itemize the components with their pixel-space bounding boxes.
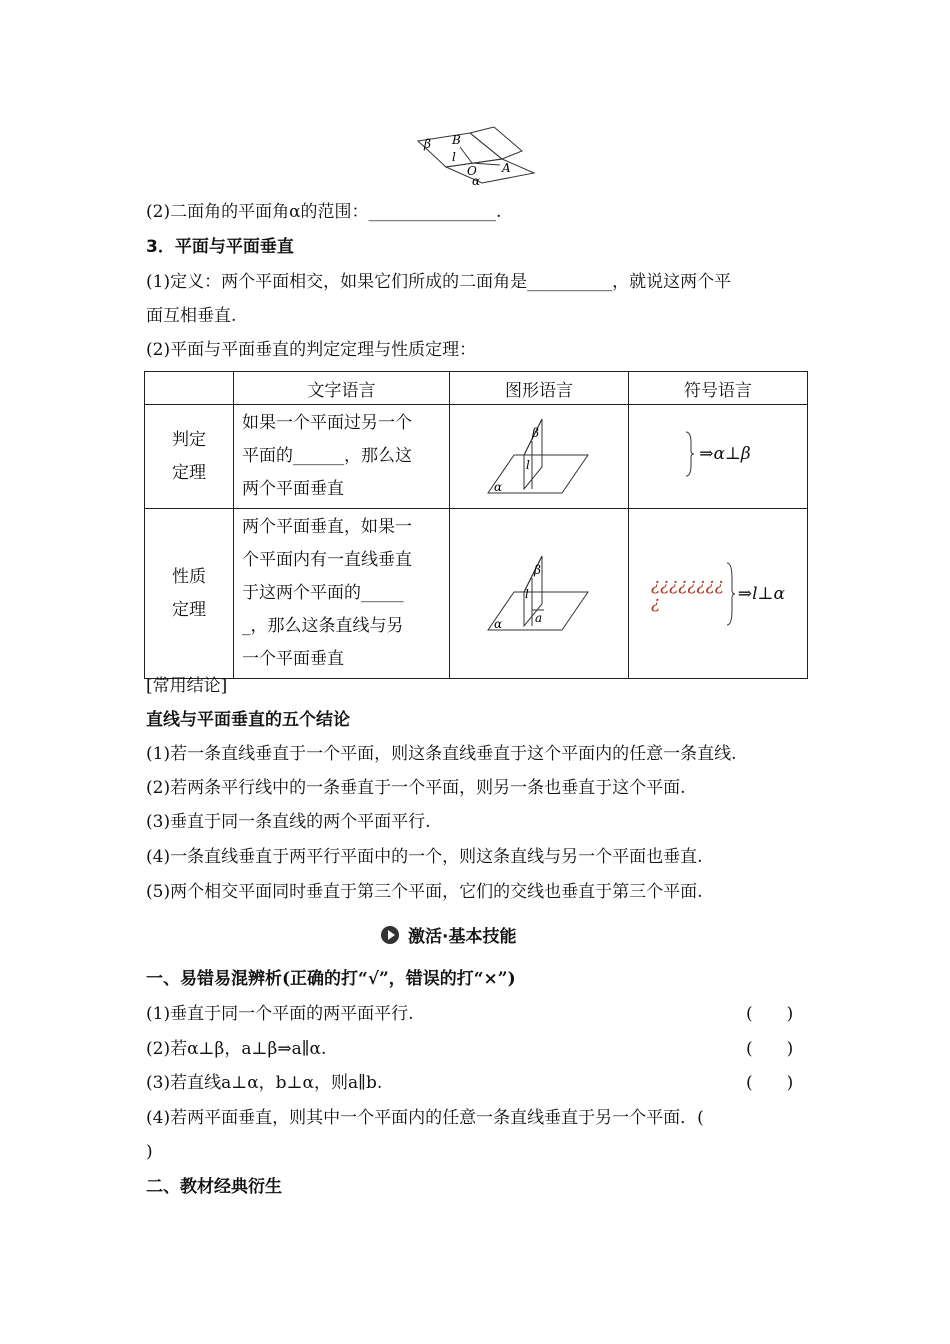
label-beta: β bbox=[424, 137, 431, 151]
definition-line-2: 面互相垂直. bbox=[146, 306, 237, 326]
fig1-beta: β bbox=[532, 426, 539, 440]
property-text: 两个平面垂直，如果一 个平面内有一直线垂直 于这两个平面的_____ _，那么这条直线与另 一个平面垂直 bbox=[234, 509, 450, 679]
fig1-l: l bbox=[526, 458, 530, 472]
garbled-symbol-2: ¿ bbox=[650, 592, 661, 613]
garbled-symbol-1: ¿¿¿¿¿¿¿¿ bbox=[650, 574, 724, 595]
label-alpha: α bbox=[472, 174, 481, 188]
judgment-item: (1)垂直于同一个平面的两平面平行. bbox=[146, 1004, 414, 1024]
header-figure-language: 图形语言 bbox=[450, 372, 629, 405]
answer-paren[interactable]: ( ) bbox=[746, 1004, 794, 1024]
judgment-item: (3)若直线a⊥α，b⊥α，则a∥b. bbox=[146, 1073, 383, 1093]
header-symbol-language: 符号语言 bbox=[629, 372, 808, 405]
criterion-figure-cell bbox=[450, 405, 629, 509]
table-row bbox=[145, 509, 808, 679]
conclusion-item: (3)垂直于同一条直线的两个平面平行. bbox=[146, 812, 431, 832]
label-B: B bbox=[452, 133, 461, 147]
theorem-intro: (2)平面与平面垂直的判定定理与性质定理： bbox=[146, 340, 477, 360]
judgment-item: (2)若α⊥β，a⊥β⇒a∥α. bbox=[146, 1039, 327, 1059]
fig2-a: a bbox=[535, 611, 543, 625]
fig2-l: l bbox=[525, 587, 529, 601]
play-icon bbox=[380, 925, 400, 945]
row-head-property: 性质 定理 bbox=[145, 509, 234, 679]
label-O: O bbox=[467, 164, 477, 178]
activate-section-title: 激活·基本技能 bbox=[380, 922, 516, 947]
criterion-figure bbox=[484, 411, 594, 497]
definition-line-1: (1)定义：两个平面相交，如果它们所成的二面角是__________，就说这两个平 bbox=[146, 272, 732, 292]
label-A: A bbox=[502, 161, 511, 175]
judgment-item-4: (4)若两平面垂直，则其中一个平面内的任意一条直线垂直于另一个平面．( bbox=[146, 1108, 704, 1128]
property-symbol bbox=[629, 509, 808, 679]
header-empty bbox=[145, 372, 234, 405]
label-l: l bbox=[452, 150, 456, 164]
answer-paren[interactable]: ( ) bbox=[746, 1039, 794, 1059]
row-head-criterion: 判定 定理 bbox=[145, 405, 234, 509]
header-text-language: 文字语言 bbox=[234, 372, 450, 405]
conclusion-item: (1)若一条直线垂直于一个平面，则这条直线垂直于这个平面内的任意一条直线. bbox=[146, 744, 737, 764]
brace-icon bbox=[685, 431, 695, 477]
fig1-alpha: α bbox=[494, 480, 503, 494]
conclusion-item: (5)两个相交平面同时垂直于第三个平面，它们的交线也垂直于第三个平面. bbox=[146, 882, 703, 902]
dihedral-angle-figure bbox=[410, 125, 538, 191]
criterion-symbol bbox=[629, 405, 808, 509]
property-figure bbox=[484, 548, 594, 634]
criterion-symbol-result: ⇒α⊥β bbox=[699, 444, 751, 464]
range-question: (2)二面角的平面角α的范围：_______________. bbox=[146, 202, 502, 222]
conclusions-title: 直线与平面垂直的五个结论 bbox=[146, 710, 350, 730]
fig2-beta: β bbox=[534, 563, 541, 577]
theorem-table bbox=[144, 371, 808, 679]
property-figure-cell bbox=[450, 509, 629, 679]
fig2-alpha: α bbox=[494, 617, 503, 631]
answer-paren[interactable]: ( ) bbox=[746, 1073, 794, 1093]
property-symbol-result: ⇒l⊥α bbox=[737, 583, 786, 604]
table-row bbox=[145, 405, 808, 509]
part2-title: 二、教材经典衍生 bbox=[146, 1177, 282, 1197]
judgment-item-4-paren[interactable]: ) bbox=[146, 1142, 153, 1162]
part1-title: 一、易错易混辨析(正确的打“√”，错误的打“×”) bbox=[146, 969, 516, 989]
brace-icon bbox=[726, 562, 736, 626]
conclusion-item: (4)一条直线垂直于两平行平面中的一个，则这条直线与另一个平面也垂直. bbox=[146, 847, 703, 867]
criterion-text: 如果一个平面过另一个 平面的______，那么这 两个平面垂直 bbox=[234, 405, 450, 509]
table-header-row bbox=[145, 372, 808, 405]
common-conclusions-label: [常用结论] bbox=[146, 676, 228, 696]
section3-title: 3．平面与平面垂直 bbox=[146, 237, 294, 257]
conclusion-item: (2)若两条平行线中的一条垂直于一个平面，则另一条也垂直于这个平面. bbox=[146, 778, 686, 798]
